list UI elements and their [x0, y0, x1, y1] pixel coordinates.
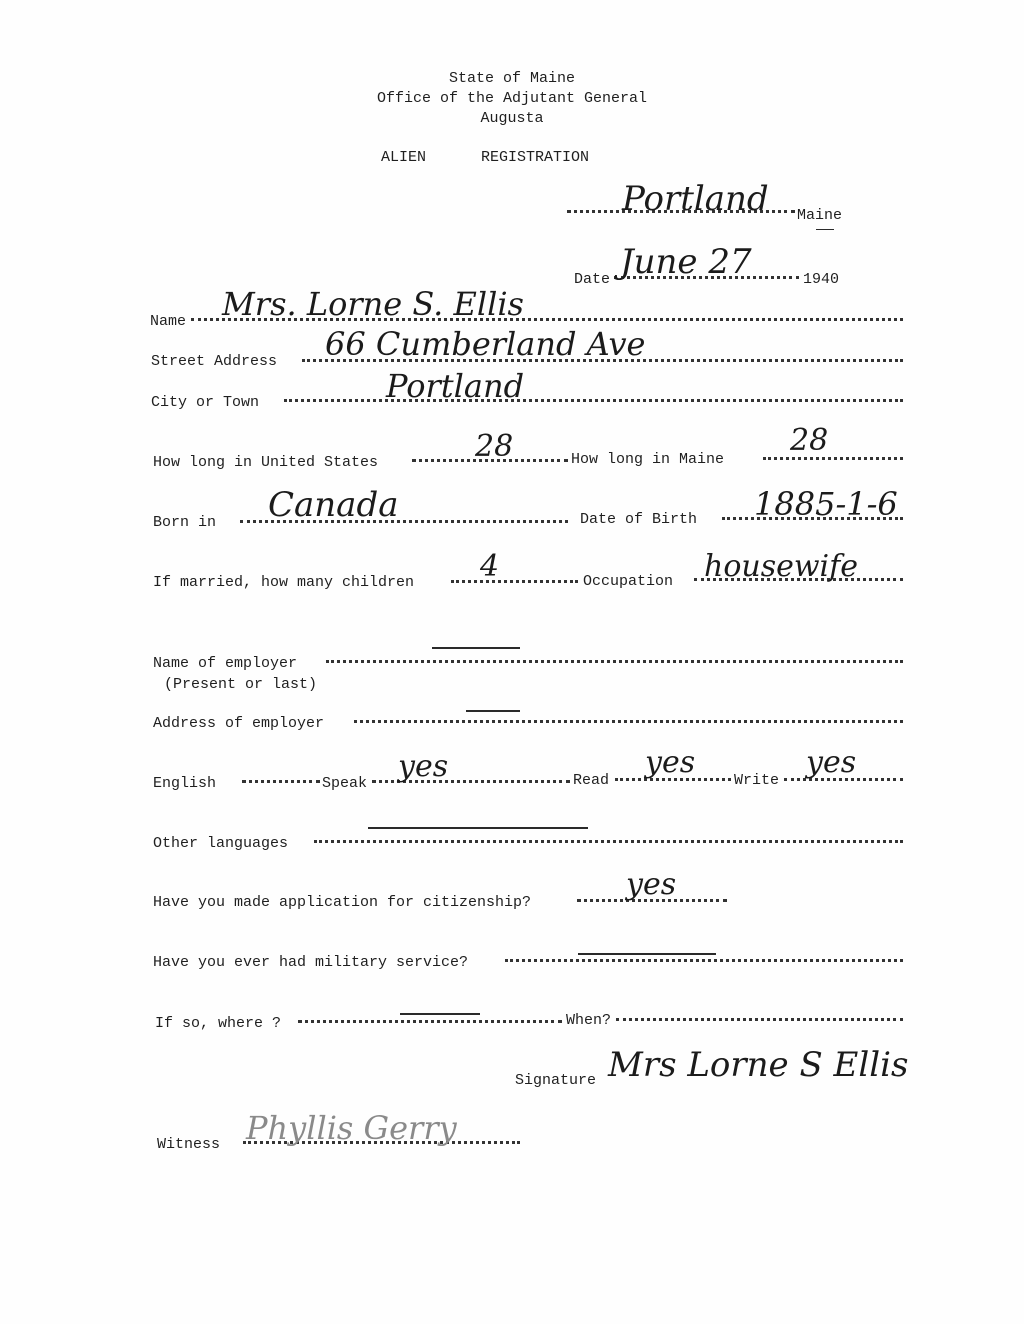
header-state: State of Maine: [448, 70, 576, 87]
born-in-label: Born in: [153, 514, 217, 531]
write-label: Write: [734, 772, 780, 789]
place-value: Portland: [622, 179, 769, 219]
street-label: Street Address: [151, 353, 278, 370]
street-value: 66 Cumberland Ave: [325, 325, 646, 363]
occupation-label: Occupation: [583, 573, 674, 590]
children-value: 4: [480, 549, 500, 584]
other-languages-dash: [368, 827, 588, 829]
if-so-where-label: If so, where ?: [155, 1015, 282, 1032]
date-value: June 27: [620, 242, 752, 282]
employer-name-dash: [432, 647, 520, 649]
how-long-maine-label: How long in Maine: [571, 451, 725, 468]
witness-label: Witness: [157, 1136, 221, 1153]
write-value: yes: [806, 745, 857, 780]
how-long-maine-value: 28: [790, 423, 829, 458]
how-long-us-label: How long in United States: [153, 454, 379, 471]
english-label: English: [153, 775, 217, 792]
employer-address-dash: [466, 710, 520, 712]
header-office: Office of the Adjutant General: [376, 90, 648, 107]
dob-value: 1885-1-6: [754, 485, 898, 523]
speak-value: yes: [398, 749, 449, 784]
place-underline: [816, 229, 834, 230]
city-value: Portland: [386, 367, 525, 405]
when-label: When?: [566, 1012, 612, 1029]
other-languages-label: Other languages: [153, 835, 289, 852]
employer-name-dots: [326, 660, 903, 663]
title-alien: ALIEN: [381, 149, 427, 166]
military-dash: [578, 953, 716, 955]
name-value: Mrs. Lorne S. Ellis: [222, 285, 524, 323]
employer-name-label: Name of employer: [153, 655, 298, 672]
date-label: Date: [574, 271, 611, 288]
when-dots: [616, 1018, 903, 1021]
citizenship-value: yes: [626, 867, 677, 902]
read-label: Read: [573, 772, 610, 789]
read-value: yes: [645, 745, 696, 780]
signature-label: Signature: [515, 1072, 597, 1089]
born-in-value: Canada: [268, 485, 399, 525]
employer-address-dots: [354, 720, 903, 723]
children-label: If married, how many children: [153, 574, 415, 591]
how-long-maine-dots: [763, 457, 903, 460]
if-so-where-dots: [298, 1020, 562, 1023]
speak-label: Speak: [322, 775, 368, 792]
place-suffix: Maine: [797, 207, 843, 224]
header-city: Augusta: [480, 110, 544, 127]
date-year: 1940: [803, 271, 840, 288]
employer-address-label: Address of employer: [153, 715, 325, 732]
name-label: Name: [150, 313, 187, 330]
children-dots: [451, 580, 578, 583]
signature-value: Mrs Lorne S Ellis: [608, 1045, 909, 1085]
dob-label: Date of Birth: [580, 511, 698, 528]
if-so-where-dash: [400, 1013, 480, 1015]
occupation-value: housewife: [704, 549, 858, 584]
military-label: Have you ever had military service?: [153, 954, 469, 971]
military-dots: [505, 959, 903, 962]
employer-note: (Present or last): [164, 676, 318, 693]
how-long-us-value: 28: [475, 429, 514, 464]
title-registration: REGISTRATION: [481, 149, 590, 166]
witness-value: Phyllis Gerry: [246, 1109, 457, 1147]
city-label: City or Town: [151, 394, 260, 411]
city-dots: [284, 399, 903, 402]
english-dots: [242, 780, 320, 783]
other-languages-dots: [314, 840, 903, 843]
citizenship-label: Have you made application for citizenship?: [153, 894, 532, 911]
